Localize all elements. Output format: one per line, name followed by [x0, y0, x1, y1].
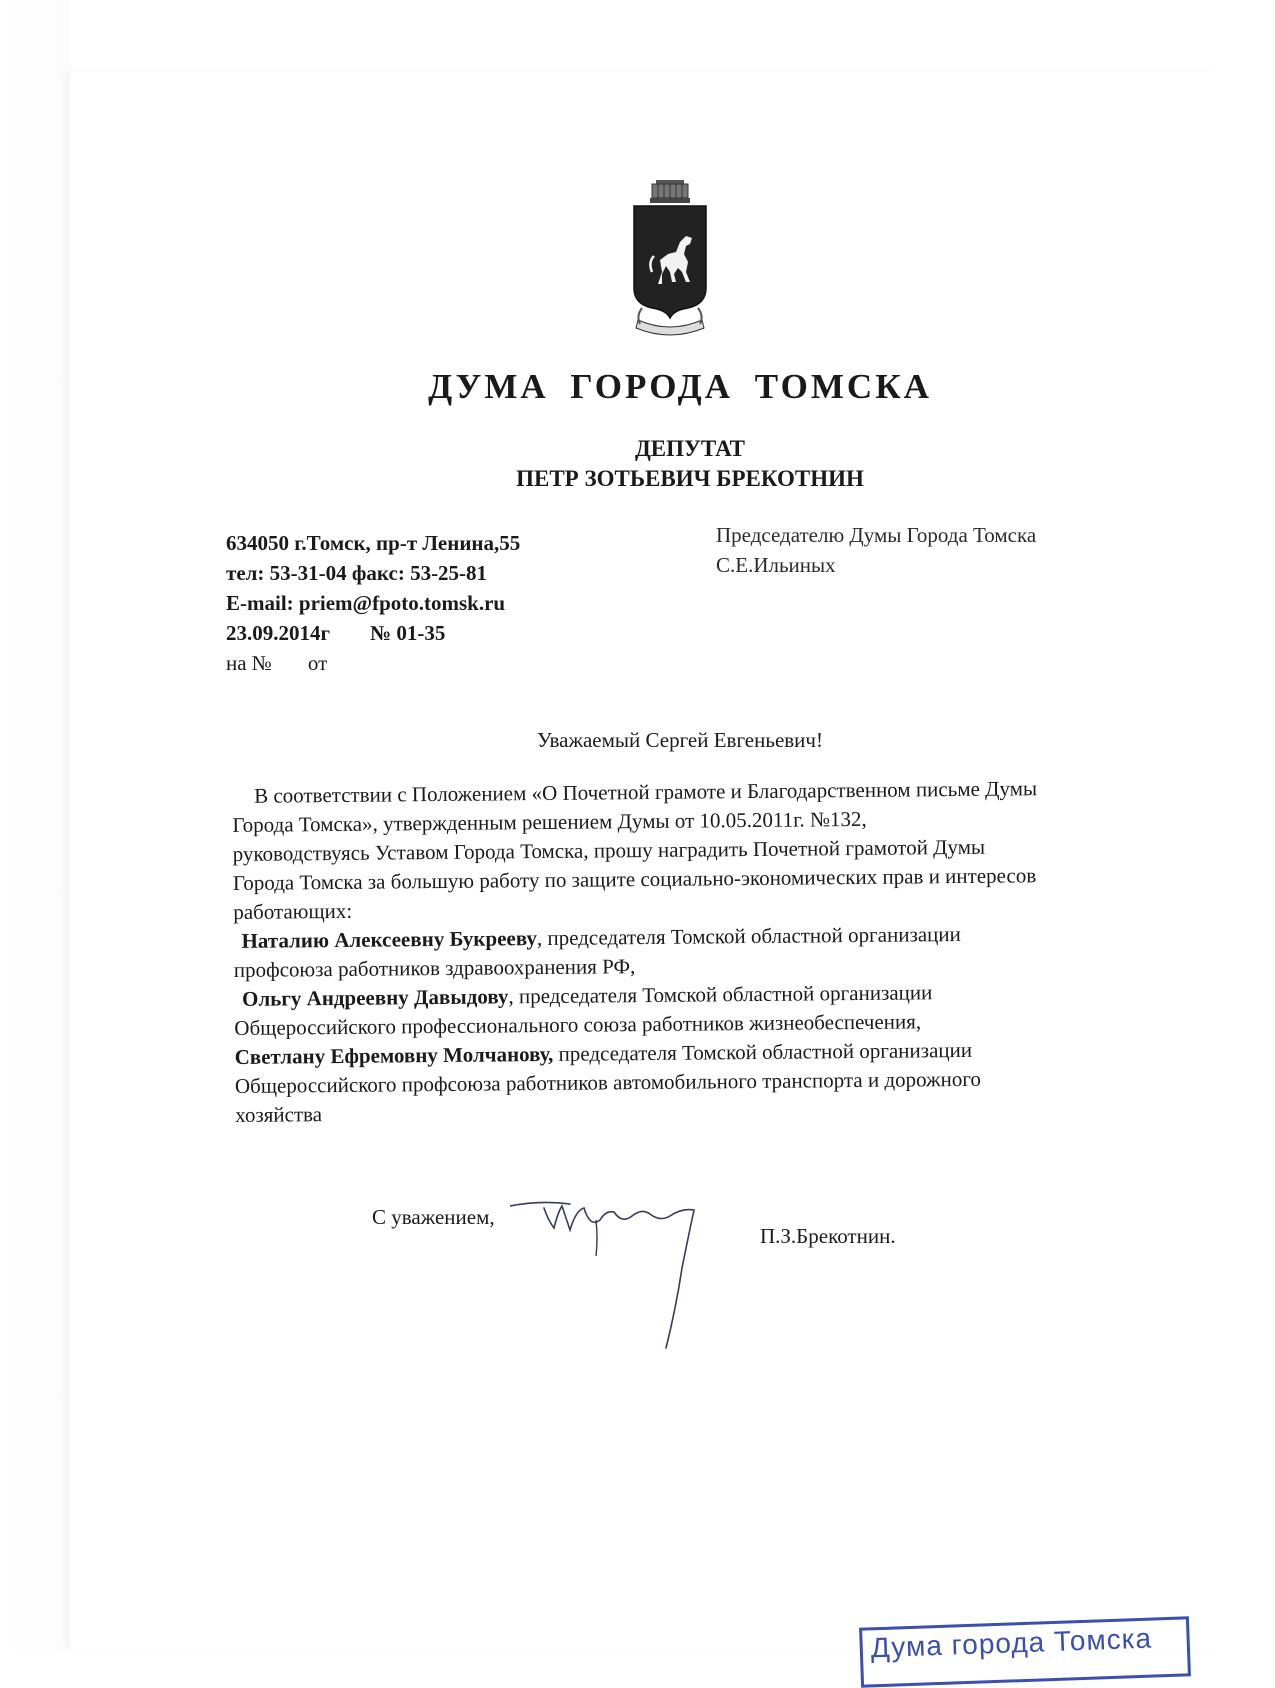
closing-regards: С уважением, [372, 1205, 495, 1229]
organization-title: ДУМА ГОРОДА ТОМСКА [428, 367, 932, 406]
handwritten-signature [510, 1198, 750, 1378]
body-line: работающих: [233, 898, 353, 924]
nominee-1-org: профсоюза работников здравоохранения РФ, [233, 954, 636, 982]
reply-ref-label: на № [226, 651, 272, 675]
addressee-title: Председателю Думы Города Томска [716, 523, 1037, 547]
addressee-name: С.Е.Ильиных [716, 553, 836, 577]
nominee-2-role: , председателя Томской областной организации [508, 980, 933, 1009]
scan-edge [0, 0, 70, 1650]
nominee-3-name: Светлану Ефремовну Молчанову, [234, 1041, 554, 1069]
addressee-block [716, 520, 1176, 580]
tomsk-coat-of-arms-icon [632, 176, 708, 346]
sender-details [226, 528, 646, 678]
letter-body [232, 772, 1235, 1130]
nominee-2-name: Ольгу Андреевну Давыдову [241, 984, 509, 1011]
reply-reference [226, 648, 646, 678]
nominee-3-org-end: хозяйства [235, 1102, 323, 1127]
registration-stamp: Дума города Томска [859, 1616, 1191, 1687]
deputy-name: ПЕТР ЗОТЬЕВИЧ БРЕКОТНИН [516, 466, 864, 491]
nominee-2-org: Общероссийского профессионального союза работников жизнеобеспечения, [234, 1009, 922, 1040]
nominee-1-name: Наталию Алексеевну Букрееву [241, 926, 538, 953]
body-line: Города Томска за большую работу по защите социально-экономических прав и интересов [232, 863, 1037, 895]
body-line: Города Томска», утвержденным решением Думы от 10.05.2011г. №132, [232, 806, 867, 837]
deputy-position: ДЕПУТАТ [634, 436, 746, 461]
signer-name: П.З.Брекотнин. [760, 1224, 896, 1248]
body-line: руководствуясь Уставом Города Томска, прошу наградить Почетной грамотой Думы [232, 834, 986, 866]
letter-date-number [226, 618, 646, 648]
body-line: В соответствии с Положением «О Почетной грамоте и Благодарственном письме Думы [254, 776, 1038, 808]
letter-date: 23.09.2014г [226, 621, 331, 645]
nominee-3-org: Общероссийского профсоюза работников автомобильного транспорта и дорожного [234, 1066, 982, 1098]
reply-ref-from: от [307, 651, 328, 675]
nominee-3-role: председателя Томской областной организации [553, 1037, 973, 1066]
sender-phones: тел: 53-31-04 факс: 53-25-81 [226, 561, 488, 585]
nominee-1-role: , председателя Томской областной организации [536, 922, 961, 951]
letter-number: № 01-35 [370, 621, 446, 645]
deputy-heading [420, 434, 960, 494]
sender-address: 634050 г.Томск, пр-т Ленина,55 [226, 531, 521, 555]
salutation: Уважаемый Сергей Евгеньевич! [537, 728, 823, 752]
sender-email: E-mail: priem@fpoto.tomsk.ru [226, 591, 506, 615]
